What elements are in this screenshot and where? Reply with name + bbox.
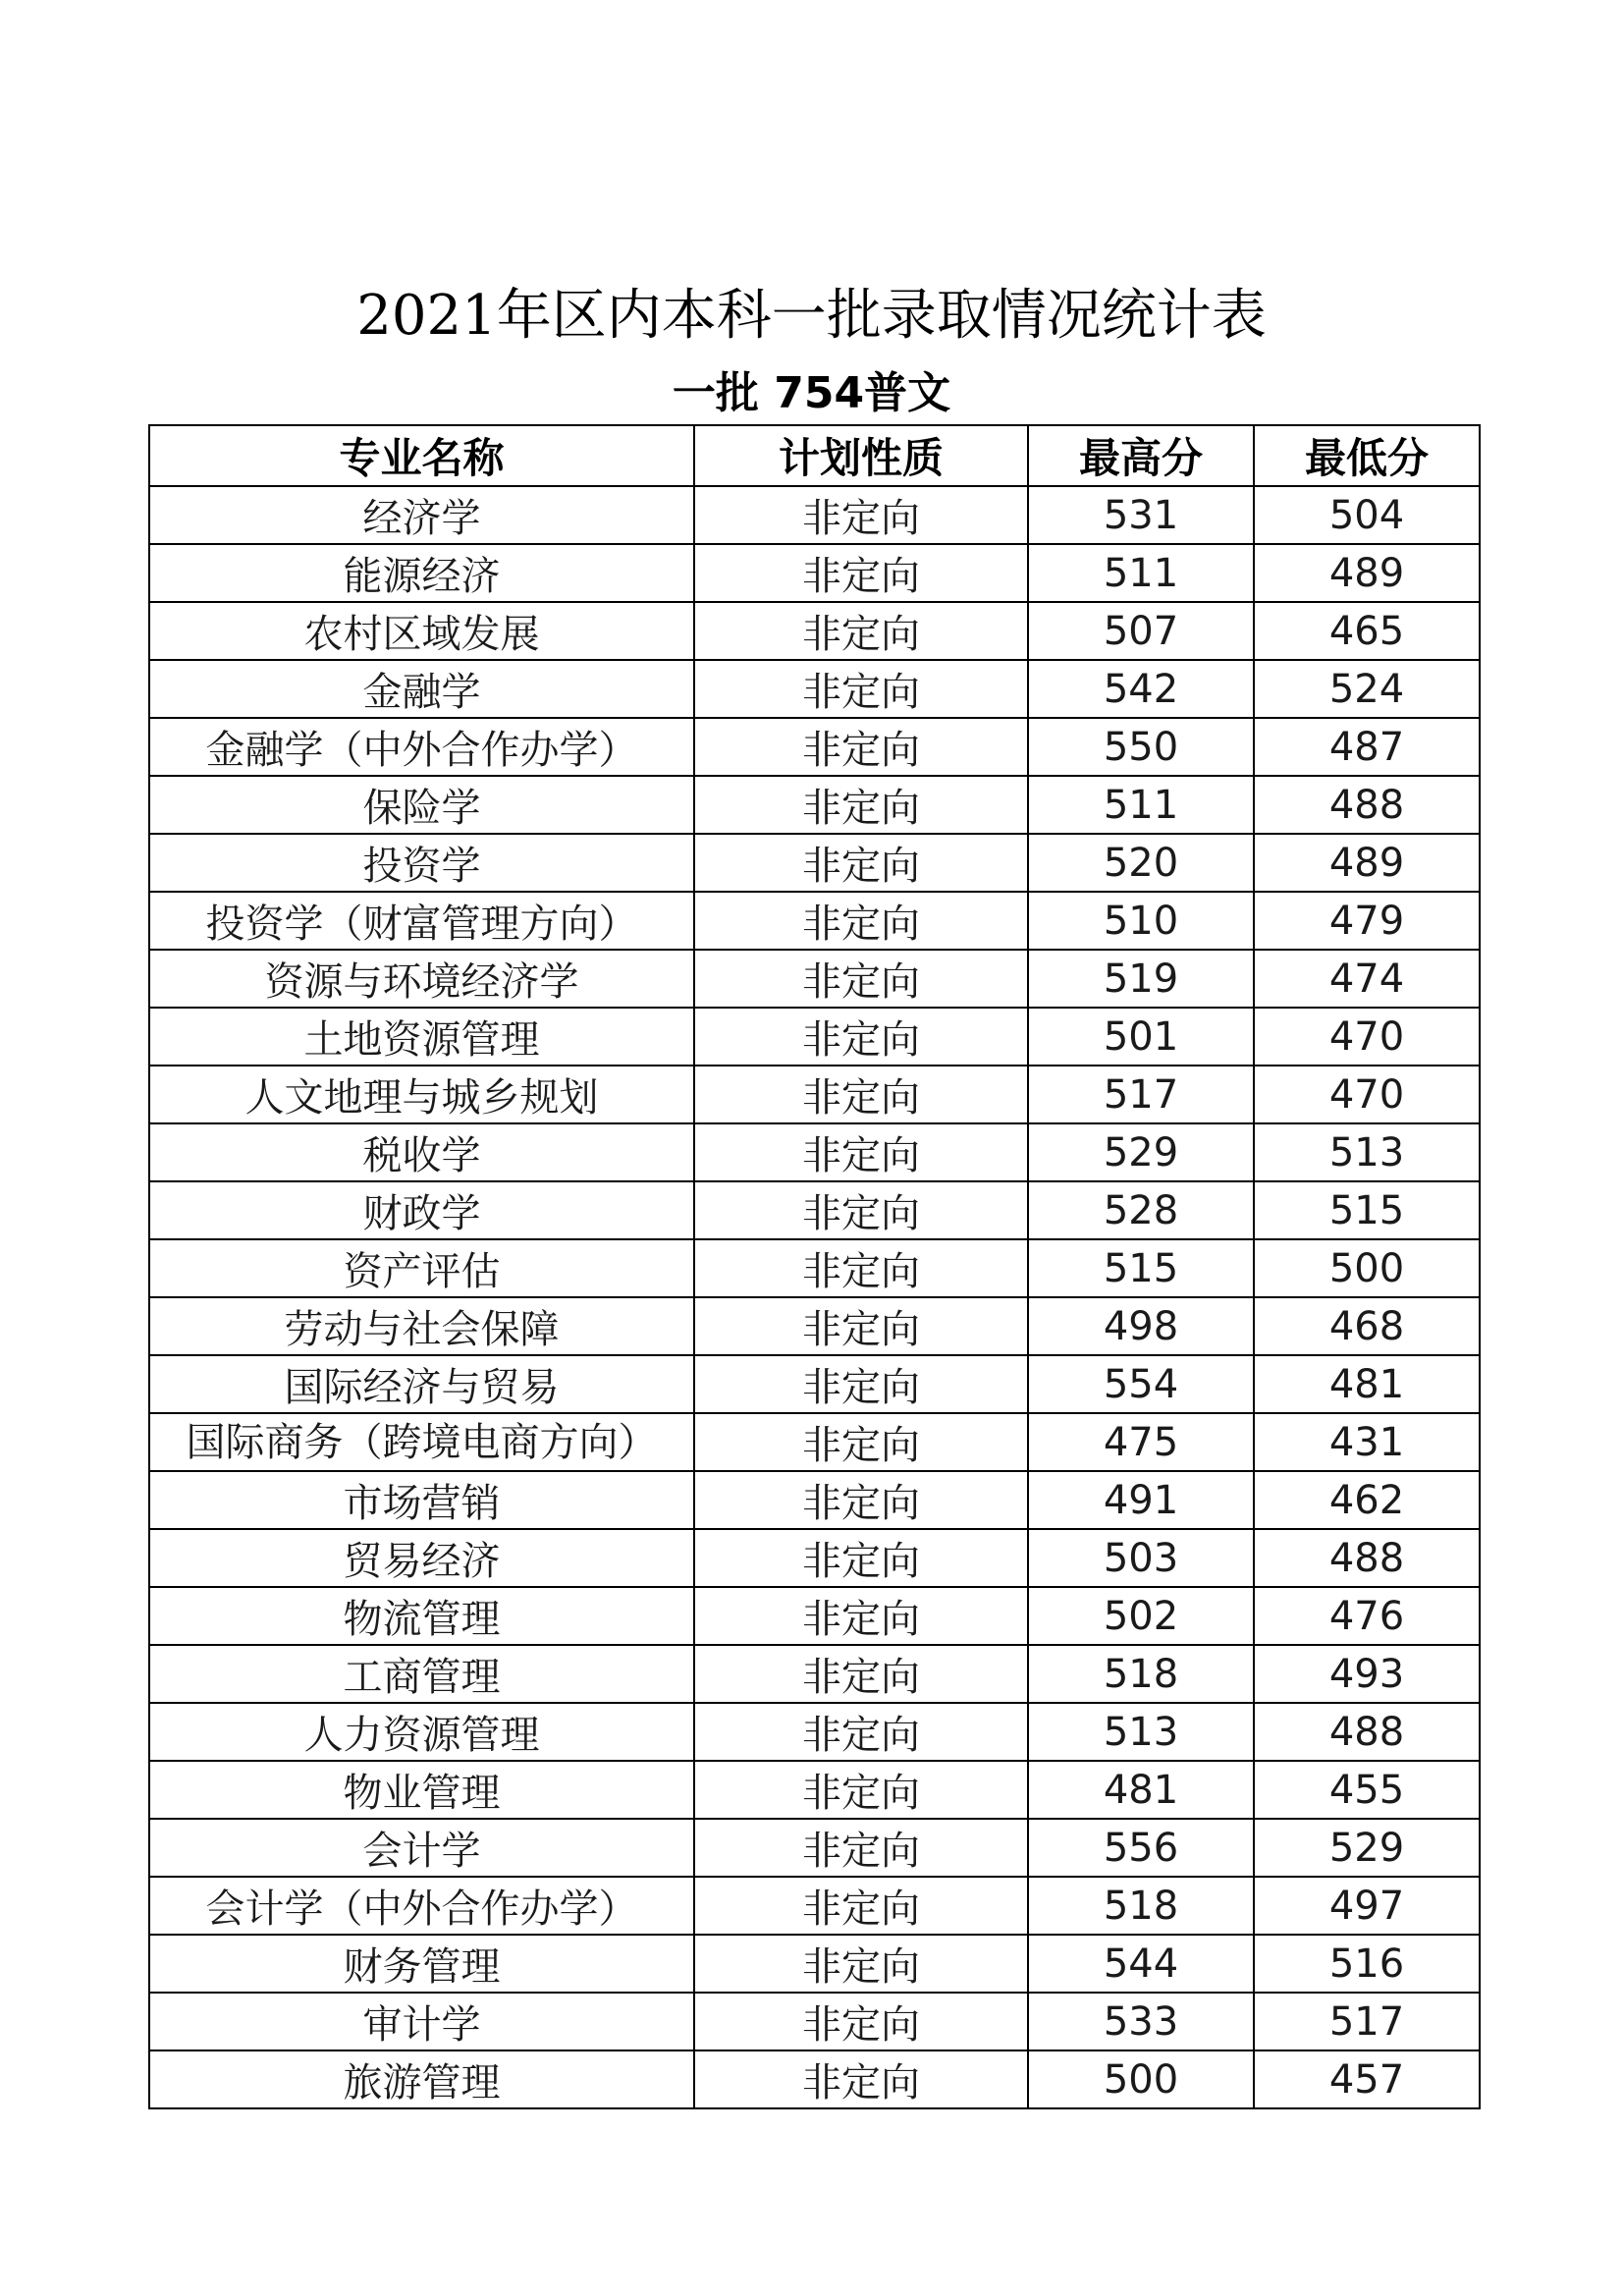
table-row [149, 1819, 1480, 1877]
table-row [149, 718, 1480, 776]
max-score-cell: 519 [1028, 950, 1254, 1008]
table-row [149, 1703, 1480, 1761]
major-name-cell: 旅游管理 [149, 2050, 694, 2108]
max-score-cell: 507 [1028, 602, 1254, 660]
min-score-cell: 529 [1254, 1819, 1480, 1877]
min-score-cell: 504 [1254, 486, 1480, 544]
max-score-cell: 550 [1028, 718, 1254, 776]
min-score-cell: 516 [1254, 1935, 1480, 1993]
max-score-cell: 556 [1028, 1819, 1254, 1877]
table-row [149, 950, 1480, 1008]
major-name-cell: 国际经济与贸易 [149, 1355, 694, 1413]
table-row [149, 2050, 1480, 2108]
min-score-cell: 517 [1254, 1993, 1480, 2050]
major-name-cell: 税收学 [149, 1123, 694, 1181]
table-row [149, 1645, 1480, 1703]
min-score-cell: 489 [1254, 834, 1480, 892]
table-row [149, 1877, 1480, 1935]
min-score-cell: 468 [1254, 1297, 1480, 1355]
admission-score-table [148, 424, 1481, 2109]
major-name-cell: 土地资源管理 [149, 1008, 694, 1066]
min-score-cell: 497 [1254, 1877, 1480, 1935]
plan-type-cell: 非定向 [694, 1935, 1028, 1993]
max-score-cell: 544 [1028, 1935, 1254, 1993]
major-name-cell: 保险学 [149, 776, 694, 834]
plan-type-cell: 非定向 [694, 1181, 1028, 1239]
min-score-cell: 479 [1254, 892, 1480, 950]
table-row [149, 486, 1480, 544]
max-score-cell: 528 [1028, 1181, 1254, 1239]
table-row [149, 602, 1480, 660]
plan-type-cell: 非定向 [694, 1703, 1028, 1761]
min-score-cell: 488 [1254, 776, 1480, 834]
min-score-cell: 513 [1254, 1123, 1480, 1181]
max-score-cell: 531 [1028, 486, 1254, 544]
max-score-cell: 511 [1028, 544, 1254, 602]
header-major: 专业名称 [149, 425, 694, 486]
min-score-cell: 500 [1254, 1239, 1480, 1297]
table-row [149, 1297, 1480, 1355]
min-score-cell: 515 [1254, 1181, 1480, 1239]
min-score-cell: 474 [1254, 950, 1480, 1008]
min-score-cell: 524 [1254, 660, 1480, 718]
plan-type-cell: 非定向 [694, 2050, 1028, 2108]
plan-type-cell: 非定向 [694, 834, 1028, 892]
table-row [149, 1587, 1480, 1645]
max-score-cell: 542 [1028, 660, 1254, 718]
major-name-cell: 农村区域发展 [149, 602, 694, 660]
min-score-cell: 493 [1254, 1645, 1480, 1703]
major-name-cell: 物流管理 [149, 1587, 694, 1645]
major-name-cell: 国际商务（跨境电商方向） [149, 1413, 694, 1471]
header-max-score: 最高分 [1028, 425, 1254, 486]
major-name-cell: 金融学 [149, 660, 694, 718]
major-name-cell: 投资学（财富管理方向） [149, 892, 694, 950]
max-score-cell: 503 [1028, 1529, 1254, 1587]
plan-type-cell: 非定向 [694, 776, 1028, 834]
max-score-cell: 481 [1028, 1761, 1254, 1819]
table-header-row [149, 425, 1480, 486]
table-row [149, 892, 1480, 950]
header-min-score: 最低分 [1254, 425, 1480, 486]
plan-type-cell: 非定向 [694, 1297, 1028, 1355]
min-score-cell: 487 [1254, 718, 1480, 776]
max-score-cell: 518 [1028, 1877, 1254, 1935]
plan-type-cell: 非定向 [694, 602, 1028, 660]
min-score-cell: 481 [1254, 1355, 1480, 1413]
max-score-cell: 511 [1028, 776, 1254, 834]
major-name-cell: 能源经济 [149, 544, 694, 602]
min-score-cell: 488 [1254, 1529, 1480, 1587]
plan-type-cell: 非定向 [694, 1066, 1028, 1123]
plan-type-cell: 非定向 [694, 1761, 1028, 1819]
major-name-cell: 财政学 [149, 1181, 694, 1239]
plan-type-cell: 非定向 [694, 660, 1028, 718]
plan-type-cell: 非定向 [694, 1239, 1028, 1297]
major-name-cell: 财务管理 [149, 1935, 694, 1993]
table-row [149, 660, 1480, 718]
table-row [149, 1239, 1480, 1297]
major-name-cell: 工商管理 [149, 1645, 694, 1703]
major-name-cell: 物业管理 [149, 1761, 694, 1819]
plan-type-cell: 非定向 [694, 1471, 1028, 1529]
max-score-cell: 475 [1028, 1413, 1254, 1471]
major-name-cell: 经济学 [149, 486, 694, 544]
major-name-cell: 人文地理与城乡规划 [149, 1066, 694, 1123]
min-score-cell: 470 [1254, 1008, 1480, 1066]
plan-type-cell: 非定向 [694, 1587, 1028, 1645]
min-score-cell: 470 [1254, 1066, 1480, 1123]
max-score-cell: 517 [1028, 1066, 1254, 1123]
header-plan-type: 计划性质 [694, 425, 1028, 486]
max-score-cell: 500 [1028, 2050, 1254, 2108]
table-row [149, 1529, 1480, 1587]
max-score-cell: 518 [1028, 1645, 1254, 1703]
major-name-cell: 资产评估 [149, 1239, 694, 1297]
plan-type-cell: 非定向 [694, 1877, 1028, 1935]
major-name-cell: 审计学 [149, 1993, 694, 2050]
major-name-cell: 会计学 [149, 1819, 694, 1877]
major-name-cell: 贸易经济 [149, 1529, 694, 1587]
page-title: 2021年区内本科一批录取情况统计表 [356, 284, 1267, 348]
max-score-cell: 533 [1028, 1993, 1254, 2050]
plan-type-cell: 非定向 [694, 1993, 1028, 2050]
table-row [149, 1181, 1480, 1239]
min-score-cell: 457 [1254, 2050, 1480, 2108]
table-row [149, 1123, 1480, 1181]
plan-type-cell: 非定向 [694, 1529, 1028, 1587]
min-score-cell: 465 [1254, 602, 1480, 660]
plan-type-cell: 非定向 [694, 1413, 1028, 1471]
max-score-cell: 501 [1028, 1008, 1254, 1066]
min-score-cell: 462 [1254, 1471, 1480, 1529]
plan-type-cell: 非定向 [694, 1008, 1028, 1066]
max-score-cell: 529 [1028, 1123, 1254, 1181]
table-body [149, 486, 1480, 2108]
max-score-cell: 502 [1028, 1587, 1254, 1645]
min-score-cell: 489 [1254, 544, 1480, 602]
table-row [149, 834, 1480, 892]
table-row [149, 1413, 1480, 1471]
plan-type-cell: 非定向 [694, 1645, 1028, 1703]
min-score-cell: 488 [1254, 1703, 1480, 1761]
table-row [149, 1993, 1480, 2050]
plan-type-cell: 非定向 [694, 1819, 1028, 1877]
table-row [149, 1066, 1480, 1123]
plan-type-cell: 非定向 [694, 486, 1028, 544]
plan-type-cell: 非定向 [694, 1123, 1028, 1181]
major-name-cell: 人力资源管理 [149, 1703, 694, 1761]
max-score-cell: 510 [1028, 892, 1254, 950]
major-name-cell: 市场营销 [149, 1471, 694, 1529]
plan-type-cell: 非定向 [694, 892, 1028, 950]
table-row [149, 1471, 1480, 1529]
max-score-cell: 520 [1028, 834, 1254, 892]
table-row [149, 1935, 1480, 1993]
major-name-cell: 资源与环境经济学 [149, 950, 694, 1008]
max-score-cell: 515 [1028, 1239, 1254, 1297]
table-row [149, 1761, 1480, 1819]
plan-type-cell: 非定向 [694, 718, 1028, 776]
min-score-cell: 476 [1254, 1587, 1480, 1645]
table-row [149, 544, 1480, 602]
major-name-cell: 劳动与社会保障 [149, 1297, 694, 1355]
major-name-cell: 金融学（中外合作办学） [149, 718, 694, 776]
table-row [149, 1355, 1480, 1413]
table-row [149, 776, 1480, 834]
max-score-cell: 491 [1028, 1471, 1254, 1529]
min-score-cell: 431 [1254, 1413, 1480, 1471]
major-name-cell: 投资学 [149, 834, 694, 892]
table-row [149, 1008, 1480, 1066]
min-score-cell: 455 [1254, 1761, 1480, 1819]
plan-type-cell: 非定向 [694, 1355, 1028, 1413]
plan-type-cell: 非定向 [694, 950, 1028, 1008]
max-score-cell: 498 [1028, 1297, 1254, 1355]
plan-type-cell: 非定向 [694, 544, 1028, 602]
major-name-cell: 会计学（中外合作办学） [149, 1877, 694, 1935]
max-score-cell: 513 [1028, 1703, 1254, 1761]
table-subtitle: 一批 754普文 [672, 368, 951, 418]
max-score-cell: 554 [1028, 1355, 1254, 1413]
